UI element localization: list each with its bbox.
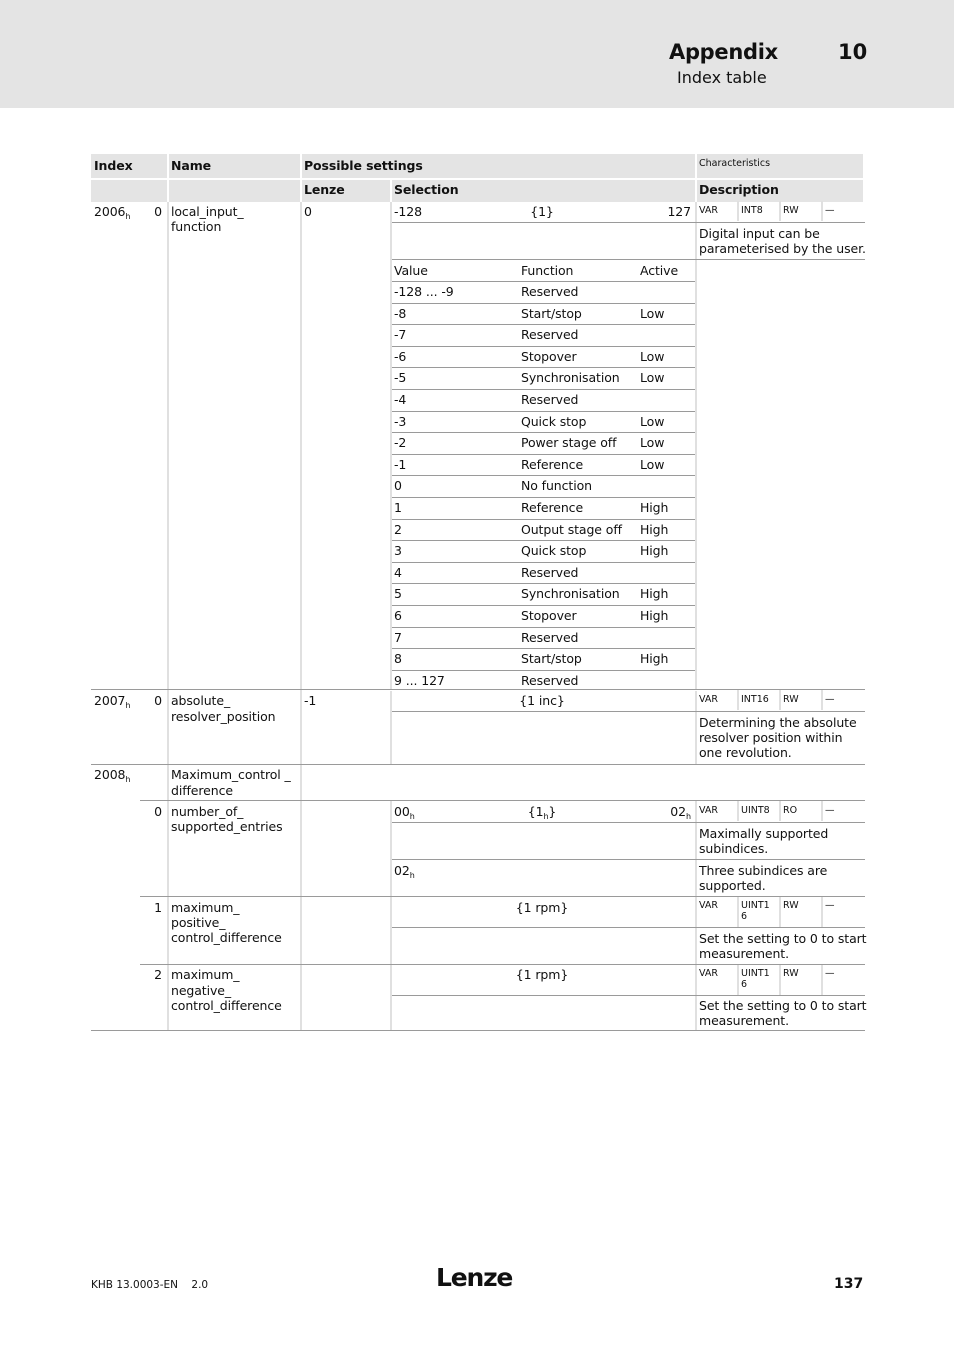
char-extra: — bbox=[825, 805, 835, 816]
name-cell: absolute_ bbox=[171, 693, 231, 708]
section-subtitle: Index table bbox=[677, 68, 767, 87]
function-cell: Reserved bbox=[521, 564, 579, 580]
row-rule bbox=[392, 411, 695, 412]
entry-rule bbox=[91, 689, 865, 690]
char-datatype: UINT1 bbox=[741, 968, 770, 979]
lenze-default: 0 bbox=[304, 204, 312, 219]
active-cell: Low bbox=[640, 456, 665, 472]
function-cell: Reserved bbox=[521, 284, 579, 299]
active-cell: Low bbox=[640, 305, 665, 321]
column-divider bbox=[695, 801, 697, 1031]
active-cell: High bbox=[640, 651, 669, 667]
char-divider bbox=[821, 965, 823, 995]
entry-rule bbox=[140, 964, 865, 965]
value-cell: 6 bbox=[394, 608, 402, 623]
selection-step: {1 rpm} bbox=[515, 967, 569, 982]
selection-step: $\{1_h\}$ bbox=[527, 804, 557, 821]
value-cell: 0 bbox=[394, 478, 402, 494]
char-divider bbox=[779, 801, 781, 821]
name-cell: control_difference bbox=[171, 998, 282, 1013]
value-cell: 8 bbox=[394, 651, 402, 667]
row-rule bbox=[392, 475, 695, 476]
char-divider bbox=[821, 801, 823, 821]
char-datatype: INT16 bbox=[741, 694, 769, 705]
name-cell: number_of_ bbox=[171, 804, 244, 819]
name-cell: maximum_ bbox=[171, 900, 240, 915]
col-header-lenze: Lenze bbox=[304, 182, 345, 197]
char-access: RW bbox=[783, 900, 799, 911]
row-rule bbox=[392, 711, 865, 712]
char-divider bbox=[737, 801, 739, 821]
row-rule bbox=[392, 562, 695, 563]
value-cell: 4 bbox=[394, 564, 402, 580]
char-divider bbox=[737, 897, 739, 927]
header-separator bbox=[91, 178, 863, 180]
name-cell: local_input_ bbox=[171, 204, 244, 219]
column-divider bbox=[167, 202, 169, 1031]
name-cell: control_difference bbox=[171, 930, 282, 945]
row-rule bbox=[392, 497, 695, 498]
column-divider bbox=[390, 801, 392, 1031]
value-cell: -8 bbox=[394, 305, 407, 321]
value-cell: -4 bbox=[394, 392, 407, 407]
description-text: parameterised by the user. bbox=[699, 241, 866, 256]
row-rule bbox=[392, 281, 695, 282]
char-access: RW bbox=[783, 205, 799, 216]
char-datatype: 6 bbox=[741, 911, 748, 922]
function-cell: Reserved bbox=[521, 392, 579, 407]
description-text: Maximally supported bbox=[699, 826, 829, 841]
footer-doc-id: KHB 13.0003-EN 2.0 bbox=[91, 1279, 209, 1291]
function-cell: Start/stop bbox=[521, 651, 582, 667]
column-divider bbox=[390, 202, 392, 689]
value-cell: -128 ... -9 bbox=[394, 284, 454, 299]
function-cell: Synchronisation bbox=[521, 586, 620, 602]
name-cell: function bbox=[171, 219, 222, 234]
col-header-name: Name bbox=[171, 158, 211, 173]
value-cell: -5 bbox=[394, 370, 407, 386]
char-type: VAR bbox=[699, 805, 718, 816]
description-text: resolver position within bbox=[699, 730, 843, 745]
value-cell: -7 bbox=[394, 327, 407, 343]
description-text: measurement. bbox=[699, 946, 789, 961]
row-rule bbox=[392, 859, 865, 860]
char-type: VAR bbox=[699, 205, 718, 216]
name-cell: supported_entries bbox=[171, 819, 283, 834]
char-extra: — bbox=[825, 900, 835, 911]
char-divider bbox=[779, 897, 781, 927]
name-cell: Maximum_control _ bbox=[171, 767, 291, 782]
row-rule bbox=[392, 303, 695, 304]
description-text: one revolution. bbox=[699, 745, 792, 760]
entry-rule bbox=[140, 896, 865, 897]
selection-max: 127 bbox=[667, 204, 691, 219]
active-cell: High bbox=[640, 521, 669, 537]
function-cell: Quick stop bbox=[521, 543, 587, 559]
subindex-cell: 0 bbox=[154, 693, 162, 708]
value-cell: 1 bbox=[394, 500, 402, 515]
selection-max: $02_h$ bbox=[670, 804, 691, 821]
subindex-cell: 0 bbox=[154, 204, 162, 219]
value-header: Value bbox=[394, 263, 428, 278]
chapter-number: 10 bbox=[838, 40, 868, 64]
value-cell: -3 bbox=[394, 413, 407, 429]
active-cell: High bbox=[640, 586, 669, 602]
col-header-selection: Selection bbox=[394, 182, 459, 197]
value-cell: -2 bbox=[394, 435, 407, 451]
function-cell: Start/stop bbox=[521, 305, 582, 321]
header-separator bbox=[300, 154, 302, 202]
active-header: Active bbox=[640, 263, 679, 278]
function-cell: Quick stop bbox=[521, 413, 587, 429]
char-datatype: UINT1 bbox=[741, 900, 770, 911]
char-datatype: 6 bbox=[741, 979, 748, 990]
function-cell: No function bbox=[521, 478, 592, 494]
char-divider bbox=[779, 965, 781, 995]
char-type: VAR bbox=[699, 694, 718, 705]
header-separator bbox=[695, 154, 697, 202]
function-cell: Reserved bbox=[521, 629, 579, 645]
page-header bbox=[0, 0, 954, 108]
col-header-possible-settings: Possible settings bbox=[304, 158, 423, 173]
char-datatype: UINT8 bbox=[741, 805, 770, 816]
selection-step: {1 rpm} bbox=[515, 900, 569, 915]
row-rule bbox=[392, 927, 865, 928]
page-number: 137 bbox=[834, 1276, 864, 1292]
name-cell: positive_ bbox=[171, 915, 226, 930]
description-text: Set the setting to 0 to start bbox=[699, 931, 867, 946]
selection-step: {1 inc} bbox=[519, 693, 565, 708]
row-rule bbox=[392, 583, 695, 584]
active-cell: High bbox=[640, 543, 669, 559]
char-extra: — bbox=[825, 205, 835, 216]
char-type: VAR bbox=[699, 900, 718, 911]
row-rule bbox=[392, 822, 865, 823]
description-text: Determining the absolute bbox=[699, 715, 857, 730]
description-text: Digital input can be bbox=[699, 226, 820, 241]
value-cell: 2 bbox=[394, 521, 402, 537]
char-divider bbox=[821, 201, 823, 221]
description-text: subindices. bbox=[699, 841, 769, 856]
subindex-cell: 2 bbox=[154, 967, 162, 982]
function-cell: Power stage off bbox=[521, 435, 617, 451]
value-cell: 9 ... 127 bbox=[394, 672, 445, 688]
char-divider bbox=[737, 690, 739, 710]
active-cell: Low bbox=[640, 370, 665, 386]
char-divider bbox=[821, 897, 823, 927]
row-rule bbox=[392, 454, 695, 455]
row-rule bbox=[392, 540, 695, 541]
entry-rule bbox=[91, 764, 865, 765]
value-cell: 5 bbox=[394, 586, 402, 602]
column-divider bbox=[695, 202, 697, 689]
row-rule bbox=[392, 648, 695, 649]
char-divider bbox=[779, 690, 781, 710]
row-rule bbox=[392, 222, 865, 223]
selection-step: {1} bbox=[530, 204, 554, 219]
description-text: measurement. bbox=[699, 1013, 789, 1028]
char-divider bbox=[779, 201, 781, 221]
index-cell: $2006_h$ bbox=[94, 204, 131, 221]
char-access: RW bbox=[783, 694, 799, 705]
column-divider bbox=[390, 691, 392, 764]
subindex-cell: 1 bbox=[154, 900, 162, 915]
function-cell: Reserved bbox=[521, 672, 579, 688]
value-cell: -1 bbox=[394, 456, 407, 472]
active-cell: High bbox=[640, 608, 669, 623]
char-divider bbox=[821, 690, 823, 710]
selection-min: $00_h$ bbox=[394, 804, 415, 821]
char-access: RO bbox=[783, 805, 798, 816]
header-separator bbox=[167, 154, 169, 202]
char-datatype: INT8 bbox=[741, 205, 763, 216]
row-rule bbox=[392, 432, 695, 433]
value-cell: 7 bbox=[394, 629, 402, 645]
name-cell: resolver_position bbox=[171, 709, 276, 724]
row-rule bbox=[392, 324, 695, 325]
active-cell: High bbox=[640, 500, 669, 515]
description-text: Three subindices are bbox=[699, 863, 828, 878]
col-header-index: Index bbox=[94, 158, 133, 173]
value-cell: -6 bbox=[394, 348, 407, 364]
function-cell: Reserved bbox=[521, 327, 579, 343]
name-cell: maximum_ bbox=[171, 967, 240, 982]
function-cell: Reference bbox=[521, 500, 584, 515]
index-cell: $2008_h$ bbox=[94, 767, 131, 784]
row-rule bbox=[392, 605, 695, 606]
name-cell: difference bbox=[171, 783, 233, 798]
selection-min: -128 bbox=[394, 204, 422, 219]
active-cell: Low bbox=[640, 413, 665, 429]
col-header-description: Description bbox=[699, 182, 779, 197]
active-cell: Low bbox=[640, 348, 665, 364]
row-rule bbox=[392, 995, 865, 996]
header-separator bbox=[390, 180, 392, 202]
index-cell: $2007_h$ bbox=[94, 693, 131, 710]
value-cell: 3 bbox=[394, 543, 402, 559]
row-rule bbox=[392, 670, 695, 671]
function-cell: Stopover bbox=[521, 348, 577, 364]
lenze-logo: Lenze bbox=[436, 1263, 513, 1292]
entry-rule bbox=[140, 800, 865, 801]
char-type: VAR bbox=[699, 968, 718, 979]
char-access: RW bbox=[783, 968, 799, 979]
char-extra: — bbox=[825, 694, 835, 705]
active-cell: Low bbox=[640, 435, 665, 451]
char-extra: — bbox=[825, 968, 835, 979]
name-cell: negative_ bbox=[171, 983, 232, 998]
function-cell: Output stage off bbox=[521, 521, 622, 537]
description-text: Set the setting to 0 to start bbox=[699, 998, 867, 1013]
row-rule bbox=[392, 259, 865, 260]
lenze-default: -1 bbox=[304, 693, 317, 708]
function-cell: Reference bbox=[521, 456, 584, 472]
row-rule bbox=[392, 346, 695, 347]
row-rule bbox=[392, 627, 695, 628]
function-header: Function bbox=[521, 263, 574, 278]
row-rule bbox=[392, 519, 695, 520]
char-divider bbox=[737, 965, 739, 995]
row-rule bbox=[392, 367, 695, 368]
section-title: Appendix bbox=[669, 40, 778, 64]
column-divider bbox=[695, 691, 697, 764]
value-cell: $02_h$ bbox=[394, 863, 415, 880]
function-cell: Synchronisation bbox=[521, 370, 620, 386]
char-divider bbox=[737, 201, 739, 221]
table-bottom-rule bbox=[91, 1030, 865, 1031]
row-rule bbox=[392, 389, 695, 390]
column-divider bbox=[300, 202, 302, 1031]
description-text: supported. bbox=[699, 878, 766, 893]
col-header-characteristics: Characteristics bbox=[699, 158, 771, 169]
function-cell: Stopover bbox=[521, 608, 577, 623]
subindex-cell: 0 bbox=[154, 804, 162, 819]
